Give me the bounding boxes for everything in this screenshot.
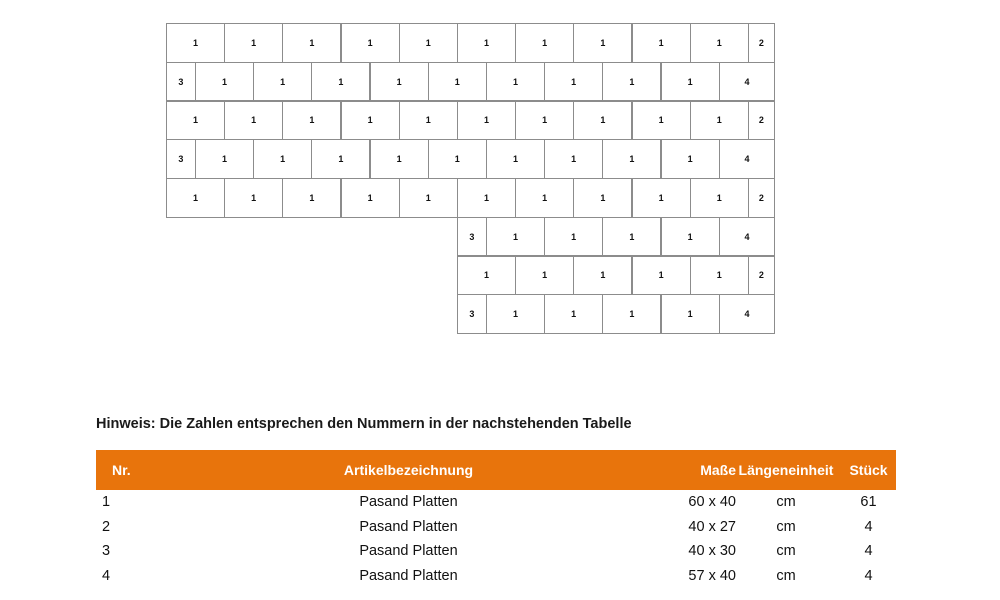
- tile-4: 4: [719, 62, 775, 102]
- tile-1: 1: [486, 139, 545, 179]
- cell-article: Pasand Platten: [359, 518, 458, 535]
- tile-1: 1: [573, 23, 632, 63]
- tile-1: 1: [224, 101, 283, 141]
- tile-1: 1: [486, 217, 545, 257]
- tile-1: 1: [544, 294, 603, 334]
- header-article: Artikelbezeichnung: [343, 462, 474, 478]
- tile-1: 1: [515, 23, 574, 63]
- tile-1: 1: [544, 62, 603, 102]
- tile-1: 1: [341, 101, 400, 141]
- tile-1: 1: [195, 139, 254, 179]
- tile-1: 1: [370, 139, 429, 179]
- tile-1: 1: [486, 62, 545, 102]
- header-dimensions: Maße: [700, 462, 736, 478]
- header-unit: Längeneinheit: [738, 462, 834, 478]
- tile-1: 1: [515, 101, 574, 141]
- cell-unit: cm: [776, 518, 796, 535]
- tile-1: 1: [690, 256, 749, 296]
- tile-1: 1: [166, 178, 225, 218]
- tile-1: 1: [253, 139, 312, 179]
- tile-1: 1: [573, 256, 632, 296]
- tile-1: 1: [224, 23, 283, 63]
- tile-1: 1: [661, 294, 720, 334]
- tile-1: 1: [544, 217, 603, 257]
- tile-1: 1: [573, 101, 632, 141]
- tile-1: 1: [602, 62, 661, 102]
- cell-nr: 4: [102, 567, 111, 584]
- cell-dimensions: 57 x 40: [688, 567, 736, 584]
- tile-2: 2: [748, 23, 775, 63]
- hint-text: Hinweis: Die Zahlen entsprechen den Nummern in der nachstehenden Tabelle: [96, 416, 632, 432]
- tile-1: 1: [195, 62, 254, 102]
- tile-1: 1: [224, 178, 283, 218]
- table-row: [96, 490, 896, 515]
- cell-article: Pasand Platten: [359, 567, 458, 584]
- tile-4: 4: [719, 139, 775, 179]
- tile-1: 1: [311, 62, 370, 102]
- tile-2: 2: [748, 101, 775, 141]
- tile-1: 1: [661, 217, 720, 257]
- tile-1: 1: [341, 23, 400, 63]
- cell-unit: cm: [776, 567, 796, 584]
- tile-3: 3: [457, 217, 487, 257]
- tile-1: 1: [341, 178, 400, 218]
- cell-dimensions: 40 x 30: [688, 543, 736, 560]
- tile-1: 1: [602, 217, 661, 257]
- cell-count: 4: [864, 518, 873, 535]
- tile-3: 3: [166, 139, 196, 179]
- tile-1: 1: [428, 139, 487, 179]
- tile-1: 1: [457, 101, 516, 141]
- tile-2: 2: [748, 256, 775, 296]
- cell-nr: 3: [102, 543, 111, 560]
- table-row: [96, 539, 896, 564]
- tile-2: 2: [748, 178, 775, 218]
- tile-1: 1: [544, 139, 603, 179]
- tile-1: 1: [399, 101, 458, 141]
- cell-unit: cm: [776, 543, 796, 560]
- cell-nr: 1: [102, 494, 111, 511]
- cell-nr: 2: [102, 518, 111, 535]
- tile-1: 1: [399, 23, 458, 63]
- cell-dimensions: 40 x 27: [688, 518, 736, 535]
- parts-table: [96, 450, 896, 588]
- tile-1: 1: [690, 178, 749, 218]
- tile-1: 1: [486, 294, 545, 334]
- tile-1: 1: [457, 256, 516, 296]
- tile-1: 1: [399, 178, 458, 218]
- header-nr: Nr.: [112, 462, 131, 478]
- tile-1: 1: [690, 23, 749, 63]
- tile-1: 1: [166, 23, 225, 63]
- tile-3: 3: [166, 62, 196, 102]
- tile-1: 1: [311, 139, 370, 179]
- cell-count: 4: [864, 543, 873, 560]
- tile-1: 1: [515, 256, 574, 296]
- table-header: [96, 450, 896, 490]
- tile-1: 1: [632, 256, 691, 296]
- tile-1: 1: [661, 62, 720, 102]
- table-row: [96, 564, 896, 589]
- tile-1: 1: [282, 178, 341, 218]
- tile-1: 1: [253, 62, 312, 102]
- cell-count: 4: [864, 567, 873, 584]
- tile-1: 1: [457, 23, 516, 63]
- cell-count: 61: [860, 494, 877, 511]
- tile-1: 1: [166, 101, 225, 141]
- tile-1: 1: [428, 62, 487, 102]
- tile-4: 4: [719, 294, 775, 334]
- tile-1: 1: [690, 101, 749, 141]
- tile-4: 4: [719, 217, 775, 257]
- table-row: [96, 515, 896, 540]
- tile-1: 1: [632, 101, 691, 141]
- tile-1: 1: [602, 139, 661, 179]
- tile-1: 1: [282, 101, 341, 141]
- tile-1: 1: [661, 139, 720, 179]
- tile-1: 1: [632, 178, 691, 218]
- tile-3: 3: [457, 294, 487, 334]
- cell-unit: cm: [776, 494, 796, 511]
- tile-1: 1: [632, 23, 691, 63]
- tile-1: 1: [573, 178, 632, 218]
- tile-1: 1: [282, 23, 341, 63]
- tile-1: 1: [370, 62, 429, 102]
- tile-1: 1: [515, 178, 574, 218]
- cell-article: Pasand Platten: [359, 494, 458, 511]
- tile-1: 1: [457, 178, 516, 218]
- cell-dimensions: 60 x 40: [688, 494, 736, 511]
- header-count: Stück: [849, 462, 888, 478]
- cell-article: Pasand Platten: [359, 543, 458, 560]
- tile-1: 1: [602, 294, 661, 334]
